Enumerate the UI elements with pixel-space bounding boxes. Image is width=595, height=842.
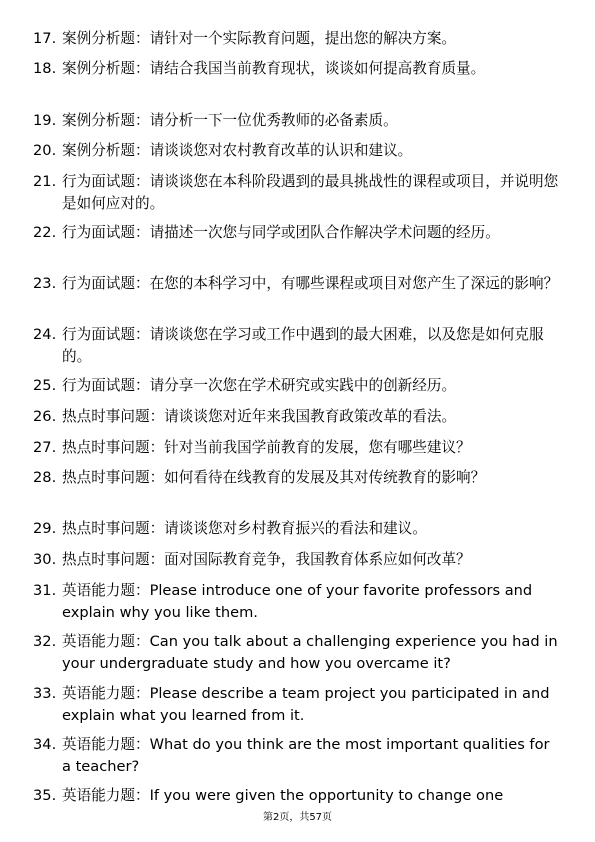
item-number: 18. bbox=[33, 60, 57, 77]
item-text: 热点时事问题：针对当前我国学前教育的发展，您有哪些建议？ bbox=[62, 439, 471, 456]
item-text: 热点时事问题：面对国际教育竞争，我国教育体系应如何改革？ bbox=[62, 551, 471, 568]
item-text: 英语能力题：What do you think are the most important qualities for a teacher? bbox=[62, 736, 550, 775]
item-text: 案例分析题：请结合我国当前教育现状，谈谈如何提高教育质量。 bbox=[62, 60, 486, 77]
item-number: 22. bbox=[33, 224, 57, 241]
item-number: 31. bbox=[33, 582, 57, 599]
item-text: 案例分析题：请谈谈您对农村教育改革的认识和建议。 bbox=[62, 142, 413, 159]
item-text: 英语能力题：Can you talk about a challenging experience you had in your undergraduate study and how you overcame it? bbox=[62, 633, 558, 672]
item-text: 行为面试题：在您的本科学习中，有哪些课程或项目对您产生了深远的影响？ bbox=[62, 275, 559, 292]
item-text: 英语能力题：If you were given the opportunity to change one bbox=[62, 787, 504, 804]
item-text: 英语能力题：Please describe a team project you participated in and explain what you learned from it. bbox=[62, 685, 550, 724]
item-number: 21. bbox=[33, 173, 57, 190]
item-number: 33. bbox=[33, 685, 57, 702]
item-number: 26. bbox=[33, 408, 57, 425]
item-text: 案例分析题：请针对一个实际教育问题，提出您的解决方案。 bbox=[62, 30, 457, 47]
item-number: 24. bbox=[33, 326, 57, 343]
item-number: 34. bbox=[33, 736, 57, 753]
item-number: 35. bbox=[33, 787, 57, 804]
item-text: 热点时事问题：请谈谈您对近年来我国教育政策改革的看法。 bbox=[62, 408, 457, 425]
item-number: 32. bbox=[33, 633, 57, 650]
item-text: 热点时事问题：如何看待在线教育的发展及其对传统教育的影响？ bbox=[62, 469, 486, 486]
item-text: 行为面试题：请描述一次您与同学或团队合作解决学术问题的经历。 bbox=[62, 224, 500, 241]
item-number: 29. bbox=[33, 520, 57, 537]
item-text: 行为面试题：请谈谈您在本科阶段遇到的最具挑战性的课程或项目，并说明您是如何应对的。 bbox=[62, 173, 559, 212]
item-number: 23. bbox=[33, 275, 57, 292]
page-number: 第2页，共57页 bbox=[262, 812, 333, 823]
item-number: 27. bbox=[33, 439, 57, 456]
item-number: 17. bbox=[33, 30, 57, 47]
item-number: 25. bbox=[33, 377, 57, 394]
item-number: 20. bbox=[33, 142, 57, 159]
item-text: 案例分析题：请分析一下一位优秀教师的必备素质。 bbox=[62, 112, 398, 129]
item-text: 行为面试题：请谈谈您在学习或工作中遇到的最大困难，以及您是如何克服的。 bbox=[62, 326, 544, 365]
item-text: 行为面试题：请分享一次您在学术研究或实践中的创新经历。 bbox=[62, 377, 457, 394]
item-number: 30. bbox=[33, 551, 57, 568]
item-number: 19. bbox=[33, 112, 57, 129]
item-number: 28. bbox=[33, 469, 57, 486]
item-text: 热点时事问题：请谈谈您对乡村教育振兴的看法和建议。 bbox=[62, 520, 427, 537]
item-text: 英语能力题：Please introduce one of your favorite professors and explain why you like them. bbox=[62, 582, 533, 621]
